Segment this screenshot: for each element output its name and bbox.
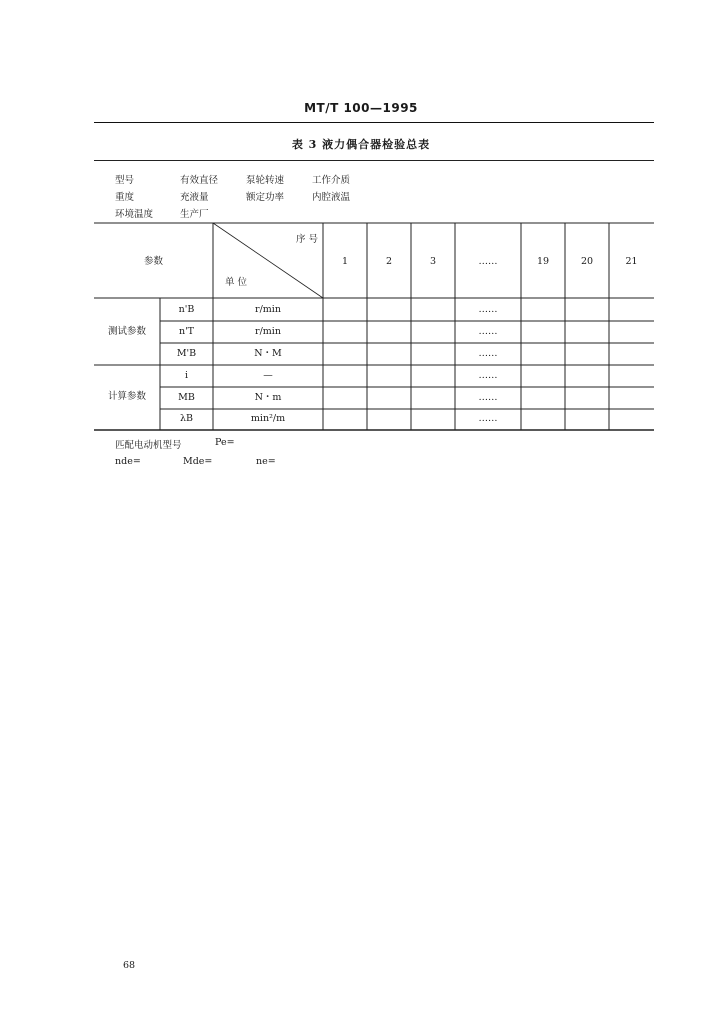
- note-motor-model: 匹配电动机型号: [115, 440, 182, 451]
- info-fill-volume: 充液量: [180, 192, 209, 203]
- row-symbol: λB: [179, 413, 193, 424]
- column-header: 2: [385, 256, 393, 267]
- unit-header: 单 位: [225, 277, 248, 288]
- column-header: 3: [429, 256, 437, 267]
- row-unit: min²/m: [250, 413, 286, 424]
- row-ellipsis: ……: [478, 370, 498, 381]
- info-cavity-temp: 内腔液温: [312, 192, 351, 203]
- row-ellipsis: ……: [478, 304, 498, 315]
- group-label-test: 测试参数: [107, 326, 146, 337]
- row-symbol: M'B: [176, 348, 197, 359]
- row-symbol: n'T: [178, 326, 195, 337]
- row-symbol: i: [184, 370, 189, 381]
- row-unit: r/min: [255, 304, 281, 315]
- info-model: 型号: [115, 175, 135, 186]
- page-number: 68: [123, 960, 136, 971]
- row-symbol: n'B: [178, 304, 195, 315]
- info-rated-power: 额定功率: [246, 192, 285, 203]
- info-effective-diameter: 有效直径: [180, 175, 219, 186]
- row-unit: —: [263, 370, 273, 381]
- group-label-calc: 计算参数: [107, 391, 146, 402]
- info-pump-speed: 泵轮转速: [246, 175, 285, 186]
- row-unit: N・M: [254, 348, 282, 359]
- note-nde: nde=: [115, 456, 141, 467]
- param-header: 参数: [143, 256, 163, 267]
- note-pe: Pe=: [215, 437, 235, 448]
- column-header: 19: [536, 256, 550, 267]
- column-header: ……: [478, 256, 498, 267]
- table-title: 表 3 液力偶合器检验总表: [291, 138, 431, 151]
- row-unit: N・m: [254, 392, 282, 403]
- column-header: 1: [341, 256, 349, 267]
- row-unit: r/min: [255, 326, 281, 337]
- note-ne: ne=: [256, 456, 276, 467]
- info-manufacturer: 生产厂: [180, 209, 209, 220]
- info-ambient-temp: 环境温度: [115, 209, 154, 220]
- info-working-medium: 工作介质: [312, 175, 351, 186]
- column-header: 20: [580, 256, 594, 267]
- row-ellipsis: ……: [478, 326, 498, 337]
- row-ellipsis: ……: [478, 348, 498, 359]
- seq-header: 序 号: [295, 234, 318, 245]
- row-ellipsis: ……: [478, 392, 498, 403]
- row-symbol: MB: [178, 392, 195, 403]
- standard-code: MT/T 100—1995: [304, 101, 418, 115]
- row-ellipsis: ……: [478, 413, 498, 424]
- column-header: 21: [625, 256, 638, 267]
- note-mde: Mde=: [183, 456, 213, 467]
- info-weight: 重度: [115, 192, 135, 203]
